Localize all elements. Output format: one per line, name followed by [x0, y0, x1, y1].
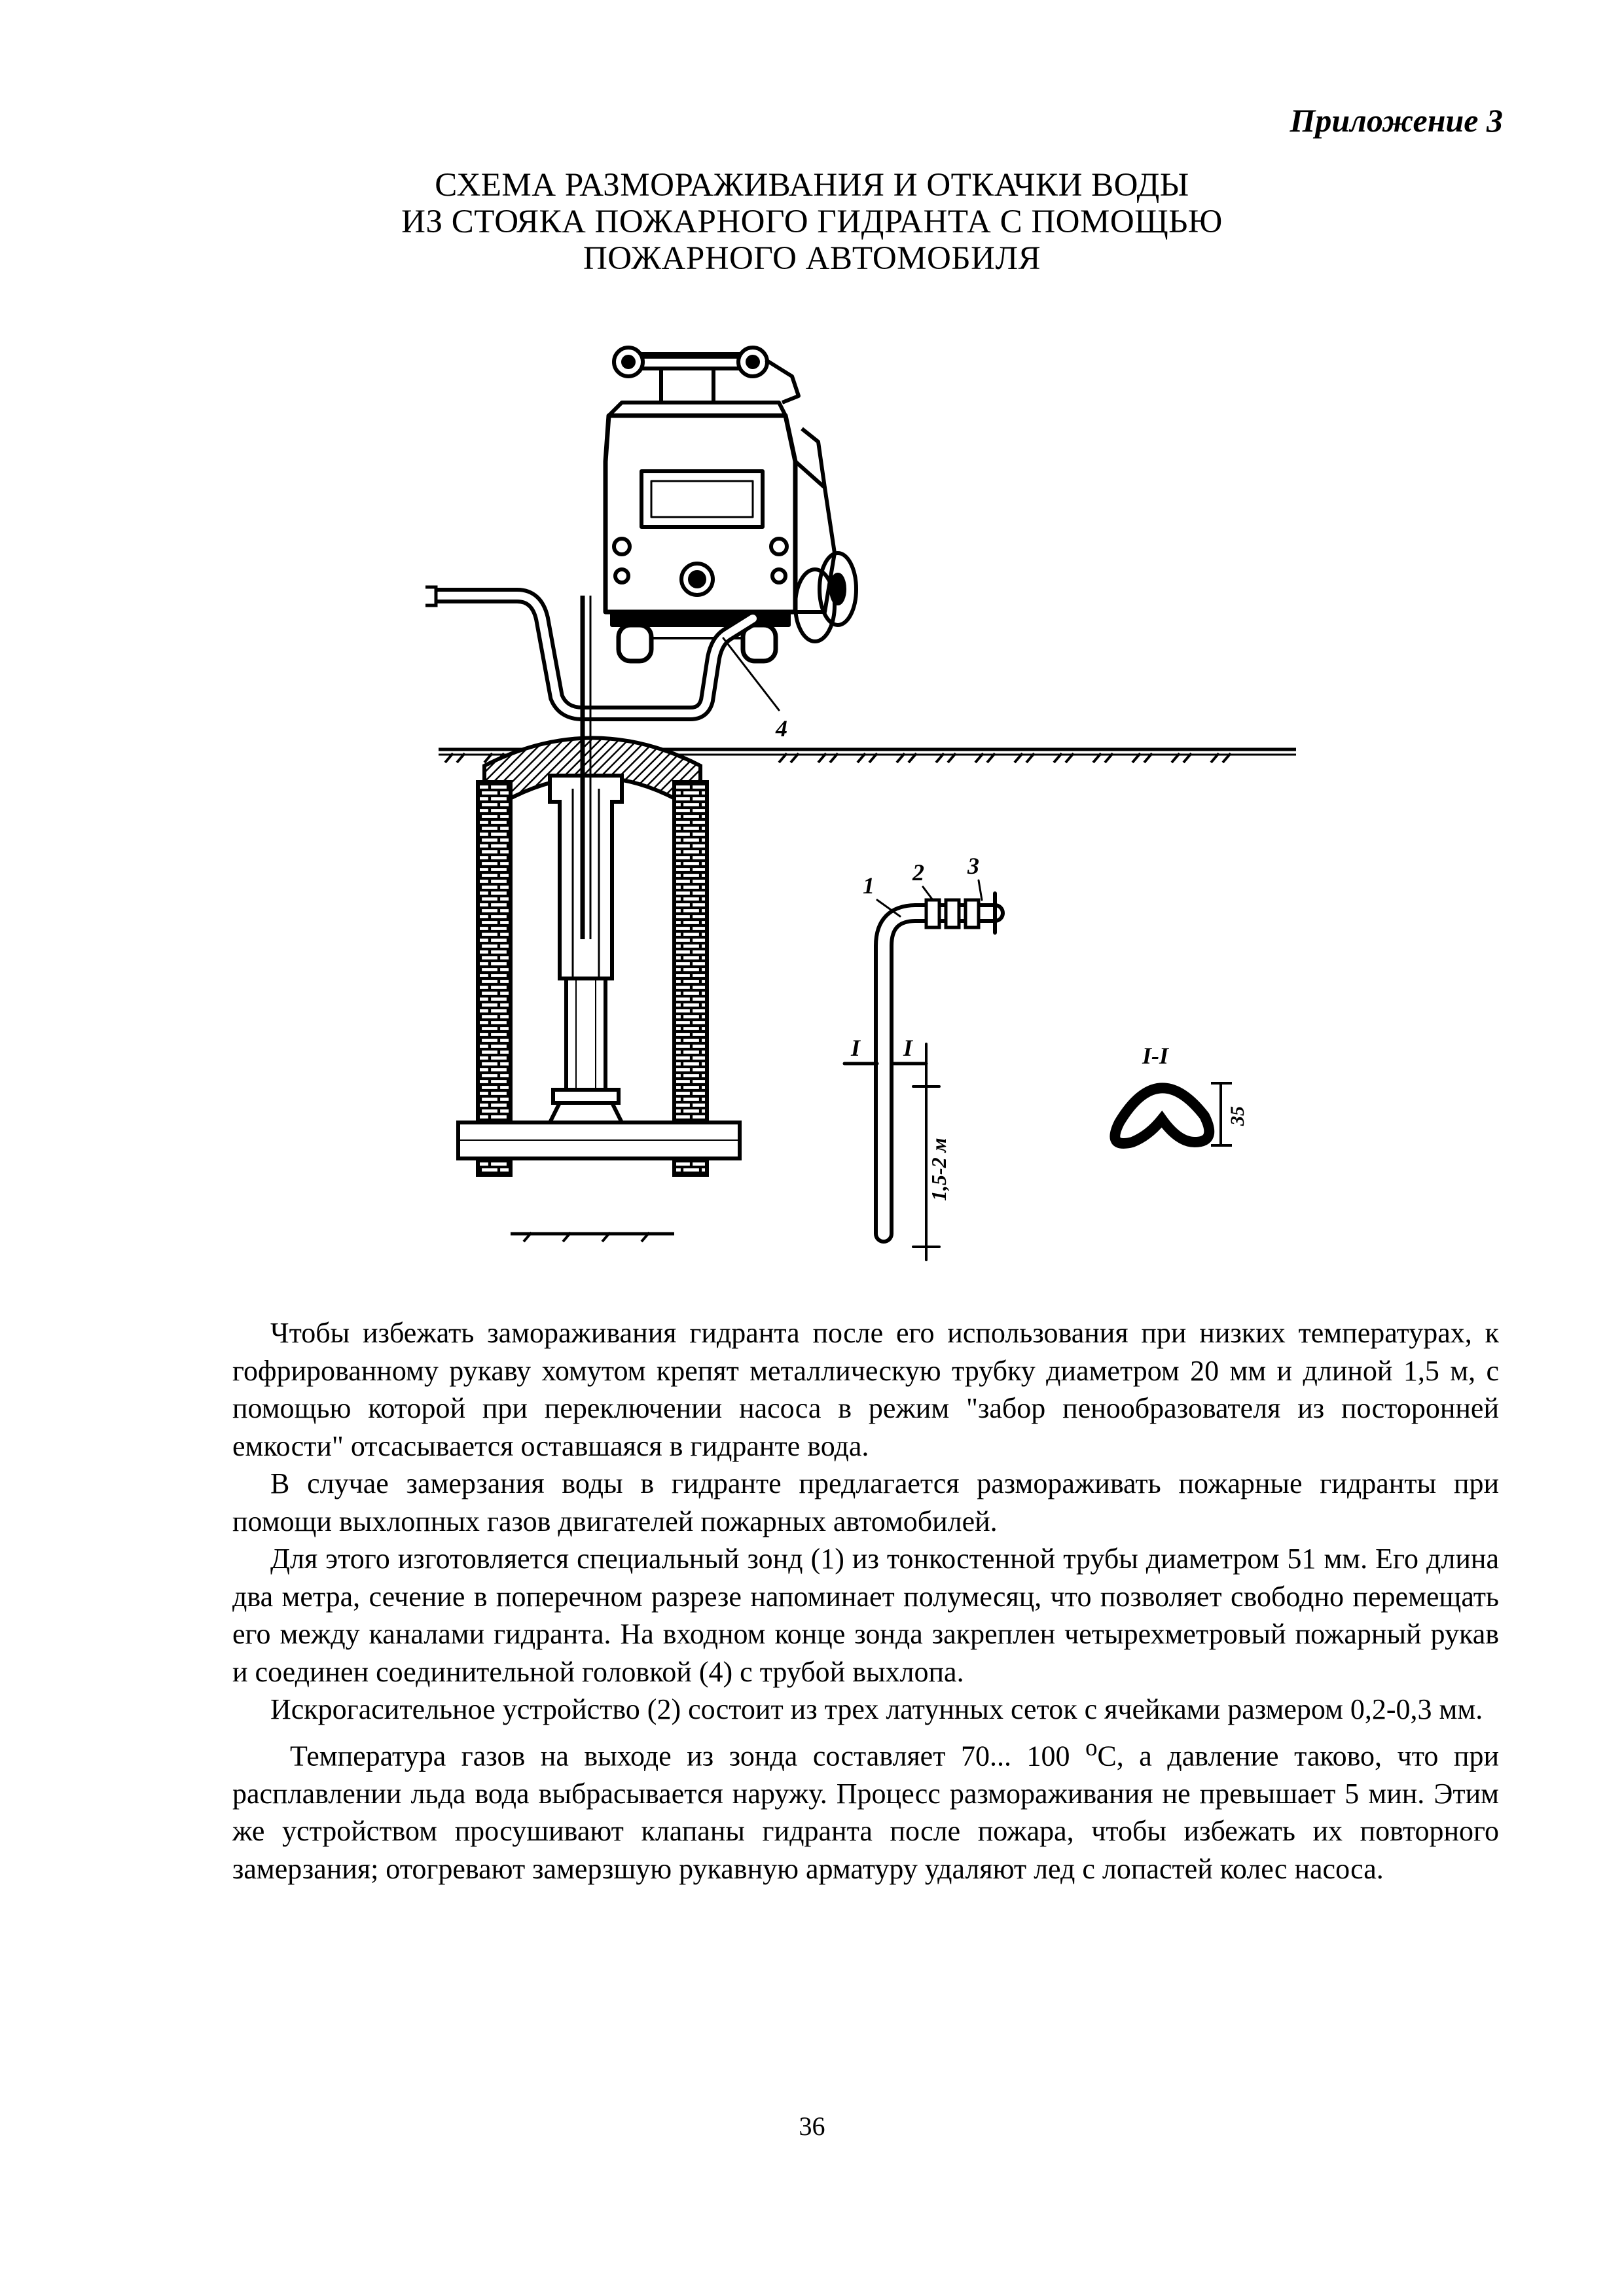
title-line-1: СХЕМА РАЗМОРАЖИВАНИЯ И ОТКАЧКИ ВОДЫ — [435, 167, 1189, 204]
paragraph-4: Искрогасительное устройство (2) состоит из трех латунных сеток с ячейками размером 0,2-0,3 мм. — [270, 1693, 1483, 1725]
section-mark-left: I — [851, 1035, 861, 1061]
callout-2: 2 — [912, 859, 924, 886]
callout-1: 1 — [863, 872, 875, 899]
paragraph-5-part-1: Температура газов на выходе из зонда составляет 70... 100 — [290, 1740, 1086, 1772]
body-text — [232, 1314, 1499, 1888]
exhaust-hose — [425, 587, 779, 713]
callout-3: 3 — [967, 853, 979, 879]
document-title — [0, 167, 1624, 277]
paragraph-2: В случае замерзания воды в гидранте предлагается размораживать пожарные гидранты при помощи выхлопных газов двигателей пожарных автомобилей. — [232, 1467, 1499, 1537]
paragraph-1: Чтобы избежать замораживания гидранта после его использования при низких температурах, к гофрированному рукаву хомутом крепят металлическую трубку диаметром 20 мм и длиной 1,5 м, с помощью которой при переключении насоса в режим "забор пенообразователя из посторонней емкости" отсасывается оставшаяся в гидранте вода. — [232, 1317, 1499, 1462]
appendix-label: Приложение 3 — [1290, 102, 1503, 139]
section-mark-right: I — [903, 1035, 913, 1061]
fire-truck — [605, 348, 856, 661]
paragraph-5-part-2: С, а давление таково, что при расплавлении льда вода выбрасывается наружу. Процесс размораживания не превышает 5 мин. Этим же устройством просушивают клапаны гидранта после пожара, чтобы избежать их повторного замерзания; отогревают замерзшую рукавную арматуру удаляют лед с лопастей колес насоса. — [232, 1740, 1499, 1885]
paragraph-3: Для этого изготовляется специальный зонд (1) из тонкостенной трубы диаметром 51 мм. Его длина два метра, сечение в поперечном разрезе напоминает полумесяц, что позволяет свободно перемещать его между каналами гидранта. На входном конце зонда закреплен четырехметровый пожарный рукав и соединен соединительной головкой (4) с трубой выхлопа. — [232, 1543, 1499, 1688]
section-label: I-I — [1142, 1043, 1169, 1069]
degree-superscript: o — [1085, 1733, 1098, 1761]
probe-detail — [844, 880, 995, 1260]
title-line-2: ИЗ СТОЯКА ПОЖАРНОГО ГИДРАНТА С ПОМОЩЬЮ — [401, 204, 1223, 240]
cross-section — [1115, 1043, 1248, 1145]
hydrant-well — [458, 596, 740, 1242]
callout-4: 4 — [776, 715, 787, 742]
paragraph-5 — [232, 1729, 1499, 1888]
page-number: 36 — [799, 2111, 825, 2141]
hydrant-defrost-diagram — [425, 331, 1296, 1286]
title-line-3: ПОЖАРНОГО АВТОМОБИЛЯ — [583, 240, 1041, 277]
length-dimension: 1,5-2 м — [927, 1138, 950, 1201]
section-dimension: 35 — [1227, 1106, 1248, 1126]
